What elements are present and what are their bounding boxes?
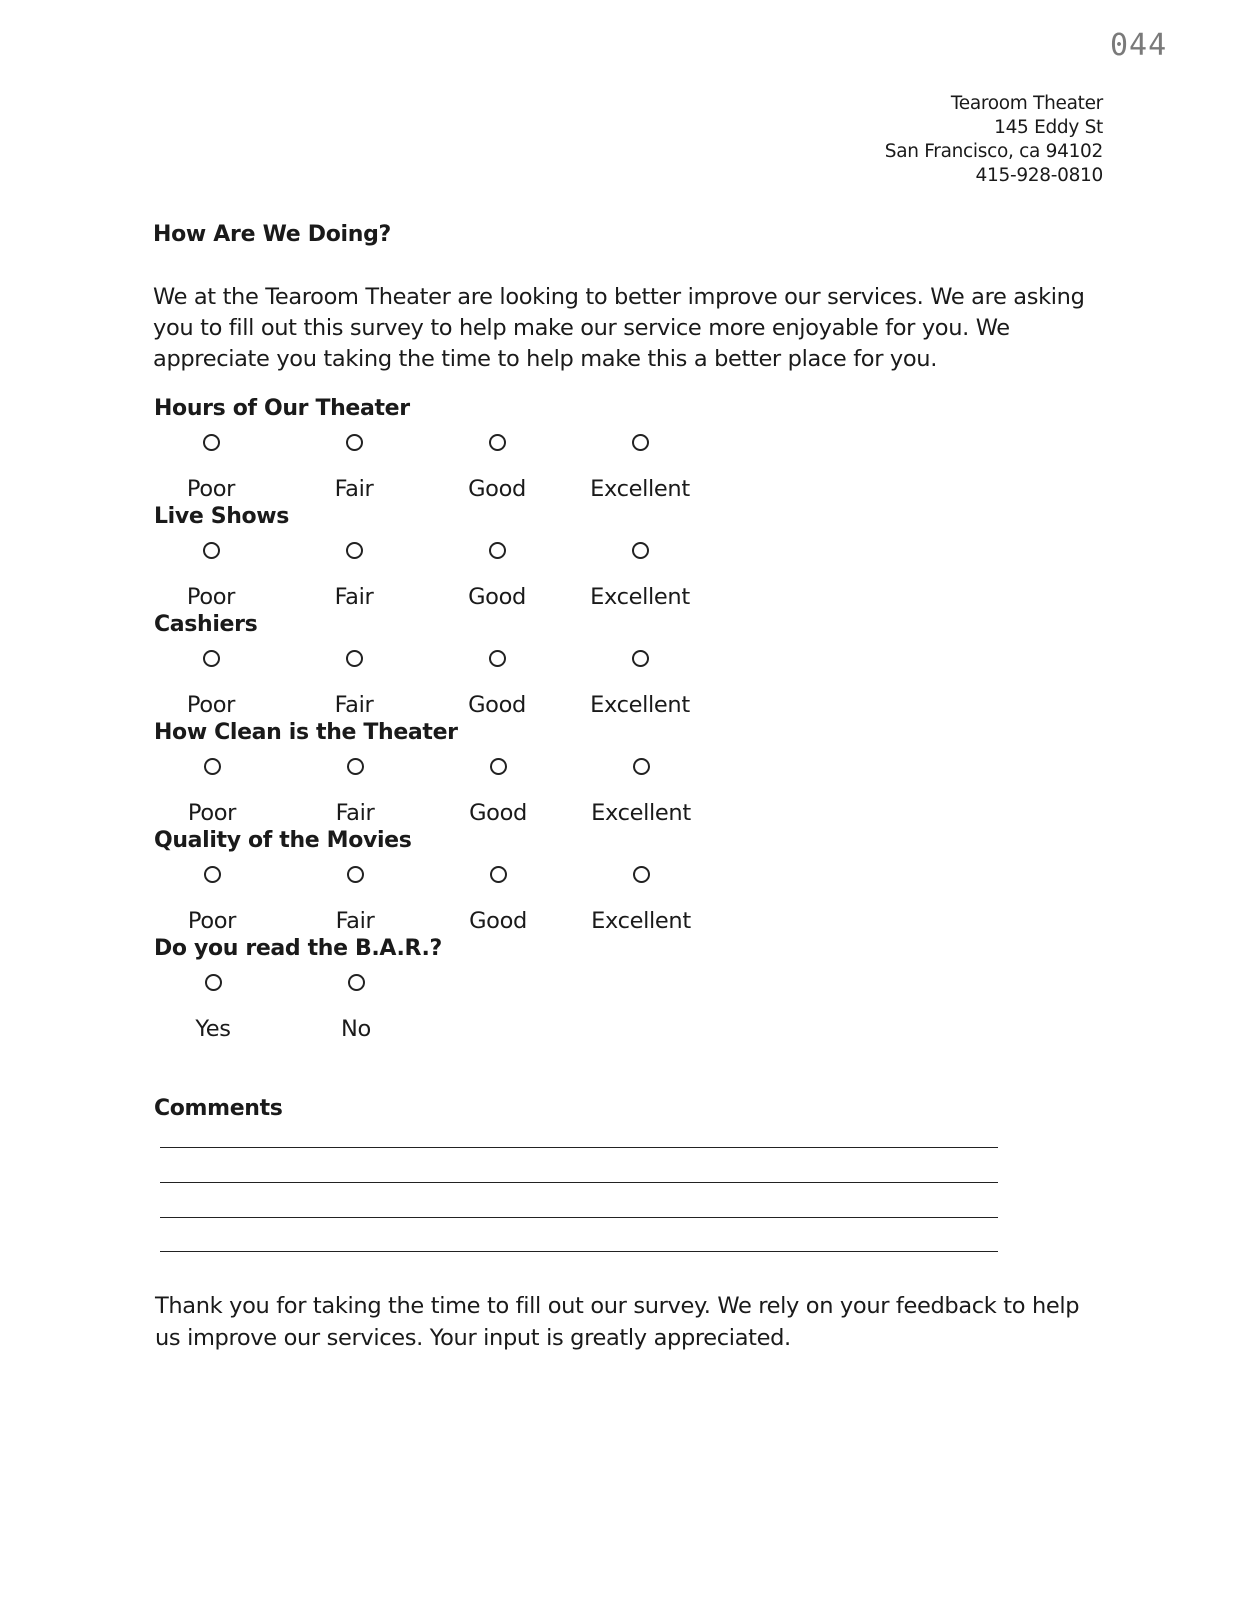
section-title: Quality of the Movies (154, 828, 412, 853)
closing-message: Thank you for taking the time to fill out our survey. We rely on your feedback to help us improve our services. Your input is greatly appreciated. (155, 1293, 1080, 1351)
option-label: Poor (186, 584, 236, 610)
option-poor (152, 828, 272, 934)
radio-button[interactable] (632, 650, 649, 667)
option-good (437, 504, 557, 610)
option-label: Fair (334, 584, 374, 610)
option-good (437, 612, 557, 718)
theater-city: San Francisco, ca 94102 (884, 141, 1103, 162)
option-fair (295, 828, 415, 934)
comments-title: Comments (154, 1096, 283, 1121)
survey-section-cleanliness (0, 720, 760, 828)
radio-button[interactable] (489, 434, 506, 451)
comment-line[interactable] (160, 1147, 998, 1148)
option-label: Excellent (591, 800, 691, 826)
option-label: Poor (187, 908, 237, 934)
page-number: 044 (1110, 28, 1168, 63)
option-label: Poor (186, 476, 236, 502)
comment-line[interactable] (160, 1182, 998, 1183)
radio-button[interactable] (632, 434, 649, 451)
option-label: Fair (334, 476, 374, 502)
option-label: Excellent (590, 476, 690, 502)
survey-heading: How Are We Doing? (153, 222, 392, 247)
option-poor (151, 396, 271, 502)
option-fair (294, 504, 414, 610)
survey-section-live-shows (0, 504, 760, 612)
radio-button[interactable] (205, 974, 222, 991)
option-label: Fair (335, 908, 375, 934)
radio-button[interactable] (203, 542, 220, 559)
option-no (296, 936, 416, 1042)
option-label: Good (469, 908, 527, 934)
option-excellent (581, 720, 701, 826)
option-excellent (580, 396, 700, 502)
option-label: Poor (186, 692, 236, 718)
option-excellent (580, 504, 700, 610)
radio-button[interactable] (490, 758, 507, 775)
option-label: Yes (195, 1016, 231, 1042)
radio-button[interactable] (204, 758, 221, 775)
option-fair (295, 720, 415, 826)
option-good (438, 828, 558, 934)
option-label: Excellent (590, 584, 690, 610)
radio-button[interactable] (346, 542, 363, 559)
option-yes (153, 936, 273, 1042)
option-label: Poor (187, 800, 237, 826)
option-label: Good (468, 584, 526, 610)
section-title: Cashiers (154, 612, 258, 637)
comment-line[interactable] (160, 1217, 998, 1218)
section-title: Hours of Our Theater (154, 396, 410, 421)
radio-button[interactable] (632, 542, 649, 559)
section-title: How Clean is the Theater (154, 720, 458, 745)
option-label: Fair (335, 800, 375, 826)
survey-section-cashiers (0, 612, 760, 720)
radio-button[interactable] (489, 542, 506, 559)
section-title: Live Shows (154, 504, 290, 529)
survey-section-movie-quality (0, 828, 760, 936)
option-good (438, 720, 558, 826)
option-poor (152, 720, 272, 826)
radio-button[interactable] (633, 758, 650, 775)
option-poor (151, 612, 271, 718)
option-label: Fair (334, 692, 374, 718)
radio-button[interactable] (203, 650, 220, 667)
radio-button[interactable] (346, 650, 363, 667)
option-label: Good (468, 476, 526, 502)
option-label: Excellent (590, 692, 690, 718)
radio-button[interactable] (347, 758, 364, 775)
option-label: Excellent (591, 908, 691, 934)
option-label: Good (468, 692, 526, 718)
comment-line[interactable] (160, 1251, 998, 1252)
option-label: No (341, 1016, 371, 1042)
option-fair (294, 396, 414, 502)
radio-button[interactable] (347, 866, 364, 883)
survey-intro: We at the Tearoom Theater are looking to better improve our services. We are asking you to fill out this survey to help make our service more enjoyable for you. We appreciate you taking the time to help make this a better place for you. (153, 284, 1085, 372)
radio-button[interactable] (633, 866, 650, 883)
option-excellent (580, 612, 700, 718)
option-fair (294, 612, 414, 718)
theater-address (885, 92, 1103, 188)
radio-button[interactable] (489, 650, 506, 667)
radio-button[interactable] (490, 866, 507, 883)
theater-name: Tearoom Theater (950, 93, 1103, 114)
radio-button[interactable] (346, 434, 363, 451)
option-excellent (581, 828, 701, 934)
survey-section-hours (0, 396, 760, 504)
radio-button[interactable] (348, 974, 365, 991)
radio-button[interactable] (203, 434, 220, 451)
survey-section-bar-reader (0, 936, 760, 1044)
section-title: Do you read the B.A.R.? (154, 936, 442, 961)
option-good (437, 396, 557, 502)
option-poor (151, 504, 271, 610)
option-label: Good (469, 800, 527, 826)
theater-street: 145 Eddy St (994, 117, 1103, 138)
radio-button[interactable] (204, 866, 221, 883)
theater-phone: 415-928-0810 (975, 165, 1103, 186)
